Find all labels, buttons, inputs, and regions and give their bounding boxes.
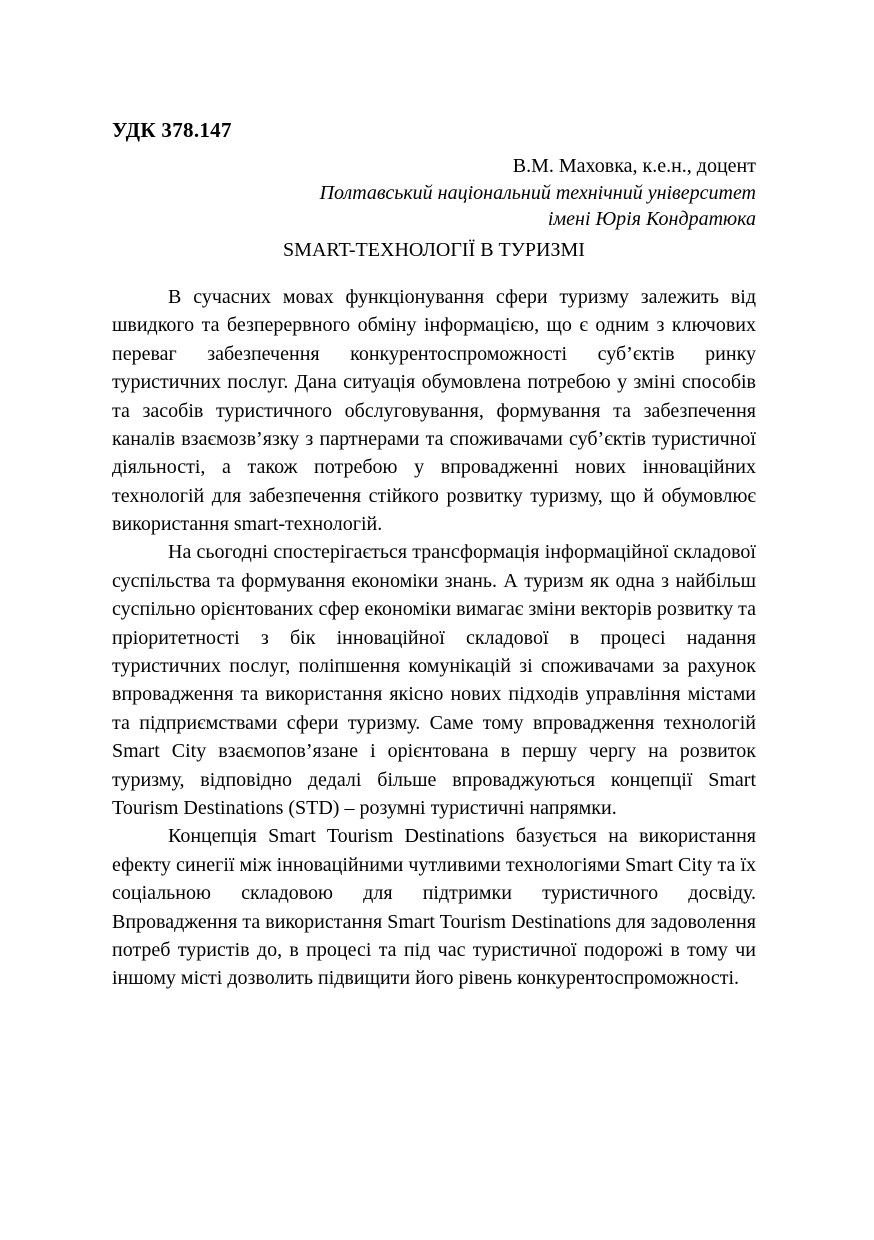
body-paragraph-2: На сьогодні спостерігається трансформація інформаційної складової суспільства та формування економіки знань. А туризм як одна з найбільш суспільно орієнтованих сфер економіки вимагає зміни векторів розвитку та пріоритетності з бік інноваційної складової в процесі надання туристичних послуг, поліпшення комунікацій зі споживачами за рахунок впровадження та використання якісно нових підходів управління містами та підприємствами сфери туризму. Саме тому впровадження технологій Smart City взаємопов’язане і орієнтована в першу чергу на розвиток туризму, відповідно дедалі більше впроваджуються концепції Smart Tourism Destinations (STD) – розумні туристичні напрямки. bbox=[112, 541, 756, 819]
body-paragraph-1: В сучасних мовах функціонування сфери туризму залежить від швидкого та безперервного обміну інформацією, що є одним з ключових переваг забезпечення конкурентоспроможності суб’єктів ринку туристичних послуг. Дана ситуація обумовлена потребою у зміні способів та засобів туристичного обслуговування, формування та забезпечення каналів взаємозв’язку з партнерами та споживачами суб’єктів туристичної діяльності, а також потребою у впровадженні нових інноваційних технологій для забезпечення стійкого розвитку туризму, що й обумовлює використання smart-технологій. bbox=[112, 285, 756, 536]
author-name: В.М. Маховка, к.е.н., доцент bbox=[512, 155, 756, 178]
body-paragraph-3: Концепція Smart Tourism Destinations базується на використання ефекту синегії між інноваційними чутливими технологіями Smart City та їх соціальною складовою для підтримки туристичного досвіду. Впровадження та використання Smart Tourism Destinations для задоволення потреб туристів до, в процесі та під час туристичної подорожі в тому чи іншому місті дозволить підвищити його рівень конкурентоспроможності. bbox=[112, 825, 756, 990]
udk-code: УДК 378.147 bbox=[112, 118, 232, 142]
affiliation-line-2: імені Юрія Кондратюка bbox=[547, 208, 756, 231]
article-title: SMART-ТЕХНОЛОГІЇ В ТУРИЗМІ bbox=[283, 238, 585, 261]
author-block bbox=[112, 153, 756, 233]
affiliation-line-1: Полтавський національний технічний університет bbox=[319, 181, 756, 204]
